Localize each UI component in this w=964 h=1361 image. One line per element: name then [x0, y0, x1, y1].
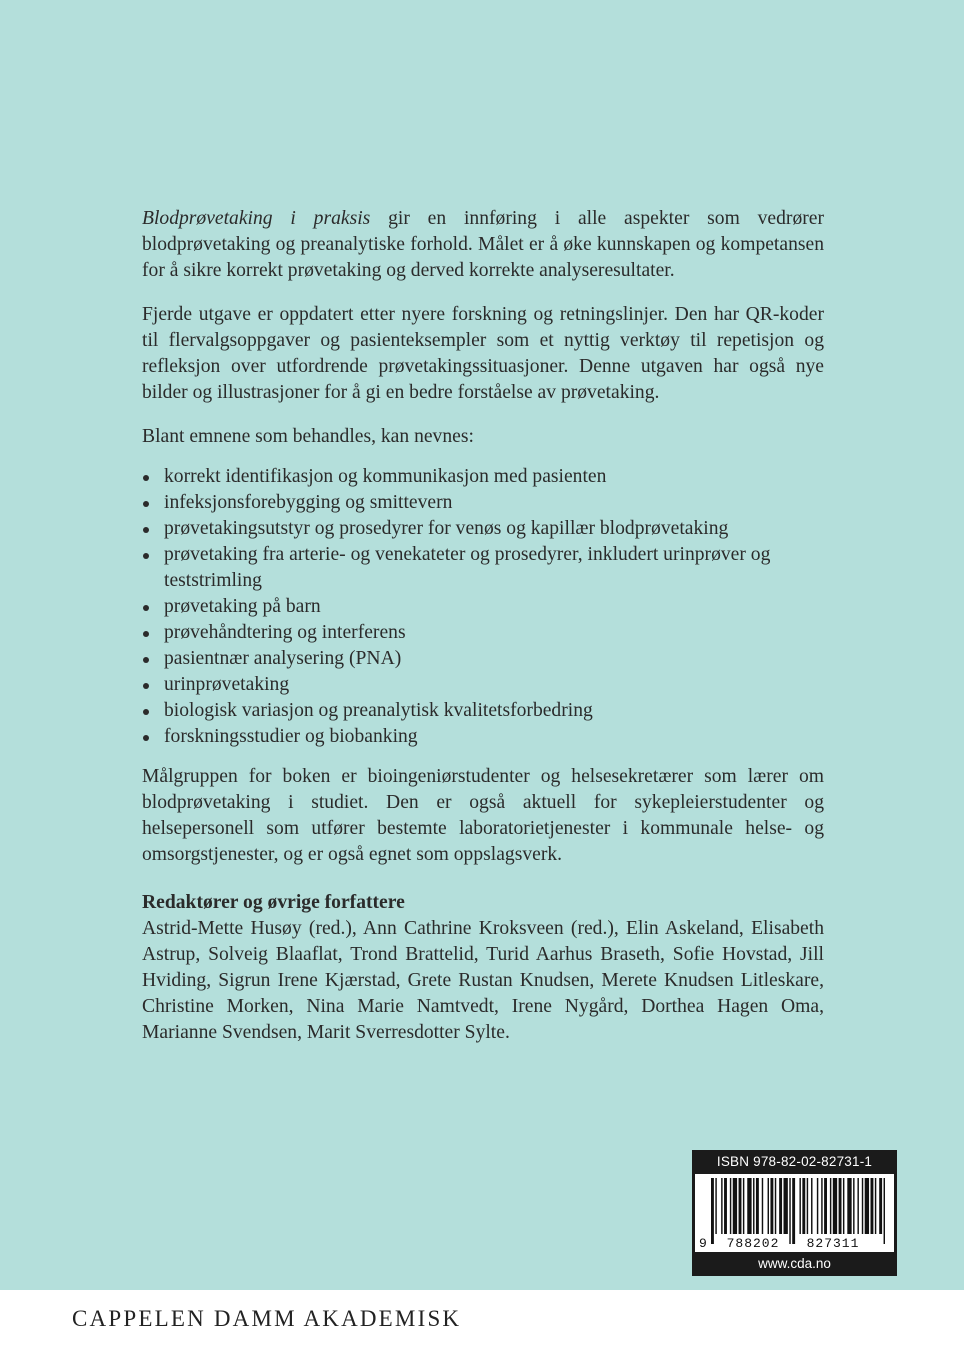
barcode-bar — [768, 1178, 769, 1234]
barcode-bar — [817, 1178, 818, 1234]
list-item: infeksjonsforebygging og smittevern — [142, 490, 824, 516]
publisher-url: www.cda.no — [758, 1256, 831, 1271]
barcode-digit-first: 9 — [699, 1236, 707, 1251]
list-item: pasientnær analysering (PNA) — [142, 646, 824, 672]
cover-text — [142, 206, 824, 1046]
list-item: prøvetaking på barn — [142, 594, 824, 620]
barcode-bar — [824, 1178, 827, 1234]
barcode-bar — [721, 1178, 722, 1234]
barcode-bar — [775, 1178, 776, 1234]
barcode-bar — [811, 1178, 812, 1234]
barcode-icon — [695, 1174, 894, 1252]
barcode-bar — [802, 1178, 805, 1234]
intro-paragraph — [142, 206, 824, 284]
barcode-bar — [862, 1178, 863, 1234]
barcode-bar — [747, 1178, 751, 1234]
barcode-bar — [857, 1178, 858, 1234]
authors-list: Astrid-Mette Husøy (red.), Ann Cathrine Kroksveen (red.), Elin Askeland, Elisabeth Astrup, Solveig Blaaflat, Trond Brattelid, Turid Aarhus Braseth, Sofie Hovstad, Jill Hviding, Sigrun Irene Kjærstad, Grete Rustan Knudsen, Merete Knudsen Litleskare, Christine Morken, Nina Marie Namtvedt, Irene Nygård, Dorthea Hagen Oma, Marianne Svendsen, Marit Sverresdotter Sylte. — [142, 918, 824, 1043]
barcode-bar — [865, 1178, 869, 1234]
barcode-bar — [739, 1178, 742, 1234]
barcode-bar — [779, 1178, 782, 1234]
barcode-bar — [733, 1178, 737, 1234]
barcode — [695, 1174, 894, 1252]
barcode-bar — [784, 1178, 788, 1234]
list-item: prøvehåndtering og interferens — [142, 620, 824, 646]
barcode-digits-left: 788202 — [726, 1236, 780, 1251]
list-item: biologisk variasjon og preanalytisk kvalitetsforbedring — [142, 698, 824, 724]
barcode-bar — [762, 1178, 763, 1234]
barcode-bar — [884, 1178, 885, 1244]
barcode-bar — [715, 1178, 716, 1234]
barcode-bar — [753, 1178, 754, 1234]
barcode-bar — [843, 1178, 844, 1234]
barcode-bar — [879, 1178, 882, 1234]
barcode-bar — [833, 1178, 837, 1234]
topics-list — [142, 464, 824, 750]
isbn-barcode-box — [692, 1150, 897, 1276]
publisher-logo: CAPPELEN DAMM AKADEMISK — [72, 1306, 462, 1331]
update-paragraph: Fjerde utgave er oppdatert etter nyere forskning og retningslinjer. Den har QR-koder til flervalgsoppgaver og pasienteksempler som et nyttig verktøy til repetisjon og refleksjon over utfordrende prøvetakingssituasjoner. Denne utgaven har også nye bilder og illustrasjoner for å gi en bedre forståelse av prøvetaking. — [142, 304, 824, 403]
book-title: Blodprøvetaking i praksis — [142, 208, 371, 229]
barcode-bar — [792, 1178, 795, 1244]
barcode-bar — [756, 1178, 759, 1234]
intro-text: gir en innføring i alle aspekter som vedrører blodprøvetaking og preanalytiske forhold. Målet er å øke kunnskapen og kompetansen for å sikre korrekt prøvetaking og derved korrekte analyseresultater. — [142, 208, 824, 281]
barcode-bar — [821, 1178, 822, 1234]
list-item: urinprøvetaking — [142, 672, 824, 698]
barcode-bar — [770, 1178, 773, 1234]
authors-heading: Redaktører og øvrige forfattere — [142, 892, 405, 913]
topics-intro: Blant emnene som behandles, kan nevnes: — [142, 426, 474, 447]
barcode-bar — [724, 1178, 727, 1234]
barcode-bar — [711, 1178, 714, 1244]
barcode-bar — [847, 1178, 851, 1234]
barcode-bar — [789, 1178, 790, 1244]
barcode-bar — [730, 1178, 731, 1234]
barcode-bar — [875, 1178, 876, 1234]
barcode-bar — [799, 1178, 800, 1234]
barcode-bar — [830, 1178, 831, 1234]
barcode-bar — [743, 1178, 744, 1234]
barcode-digits-right: 827311 — [806, 1236, 860, 1251]
audience-paragraph: Målgruppen for boken er bioingeniørstudenter og helsesekretærer som lærer om blodprøvetaking i studiet. Den er også aktuell for sykepleierstudenter og helsepersonell som utfører bestemte laboratorietjenester i kommunale helse- og omsorgstjenester, og er også egnet som oppslagsverk. — [142, 766, 824, 865]
barcode-bar — [807, 1178, 808, 1234]
isbn-label: ISBN 978-82-02-82731-1 — [716, 1154, 873, 1169]
barcode-bar — [871, 1178, 874, 1234]
list-item: prøvetakingsutstyr og prosedyrer for venøs og kapillær blodprøvetaking — [142, 516, 824, 542]
barcode-bar — [853, 1178, 854, 1234]
barcode-bar — [839, 1178, 842, 1234]
list-item: prøvetaking fra arterie- og venekateter og prosedyrer, inkludert urinprøver og teststrimling — [142, 542, 824, 594]
list-item: forskningsstudier og biobanking — [142, 724, 824, 750]
list-item: korrekt identifikasjon og kommunikasjon med pasienten — [142, 464, 824, 490]
